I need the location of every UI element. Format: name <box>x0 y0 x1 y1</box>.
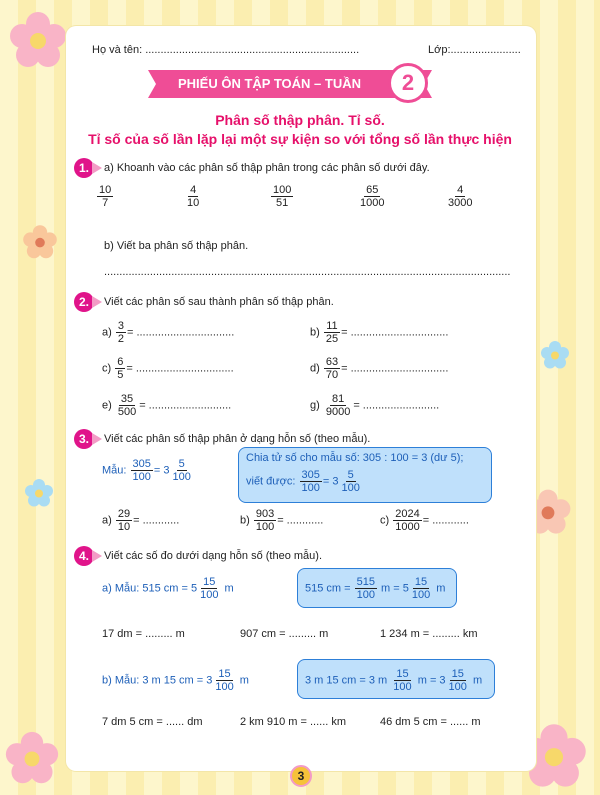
item-label: a) <box>102 514 112 527</box>
answer-blank: = ................................ <box>341 362 449 375</box>
question-1-badge: 1. <box>74 158 94 178</box>
q4-row1-item1[interactable]: 17 dm = ......... m <box>102 628 185 640</box>
flower-icon <box>8 10 68 70</box>
arrow-icon <box>92 433 102 445</box>
denominator: 25 <box>325 333 339 345</box>
denominator: 51 <box>276 197 289 209</box>
q1-a-text: a) Khoanh vào các phân số thập phân trong các phân số dưới đây. <box>104 162 430 174</box>
numerator: 15 <box>203 576 216 588</box>
denominator: 7 <box>102 197 109 209</box>
answer-blank: = ............ <box>277 514 324 527</box>
q3-item-c[interactable] <box>380 508 469 533</box>
denominator: 100 <box>215 681 234 693</box>
example-label: Mẫu: <box>102 464 127 477</box>
denominator: 3000 <box>448 197 473 209</box>
answer-blank: = ............ <box>422 514 469 527</box>
unit: m <box>436 582 446 595</box>
numerator: 4 <box>457 184 464 196</box>
answer-blank: = ................................ <box>126 362 234 375</box>
flower-icon <box>540 340 570 370</box>
denominator: 100 <box>172 471 191 483</box>
numerator: 11 <box>326 320 338 332</box>
numerator: 3 <box>117 320 124 332</box>
class-field[interactable]: Lớp:....................... <box>428 44 521 56</box>
numerator: 15 <box>451 668 464 680</box>
answer-blank: = ............ <box>133 514 180 527</box>
numerator: 305 <box>301 469 320 481</box>
denominator: 10 <box>187 197 200 209</box>
q4-row2-item2[interactable]: 2 km 910 m = ...... km <box>240 716 347 728</box>
q3-item-a[interactable] <box>102 508 179 533</box>
page-subtitle: Tỉ số của số lần lặp lại một sự kiện so với tổng số lần thực hiện <box>88 131 512 147</box>
numerator: 81 <box>331 393 345 405</box>
flower-icon <box>4 730 60 786</box>
numerator: 4 <box>190 184 197 196</box>
denominator: 100 <box>132 471 151 483</box>
q2-item-g[interactable] <box>310 393 439 418</box>
denominator: 100 <box>448 681 467 693</box>
q1-b-answer-line[interactable]: ..................................................................................................................................... <box>104 266 511 278</box>
item-label: c) <box>380 514 390 527</box>
arrow-icon <box>92 296 102 308</box>
numerator: 35 <box>120 393 134 405</box>
q2-text: Viết các phân số sau thành phân số thập phân. <box>104 296 334 308</box>
page-number: 3 <box>290 765 312 787</box>
q4-b-example <box>102 668 249 693</box>
q2-item-a[interactable] <box>102 320 234 345</box>
q1-fraction-4[interactable] <box>357 184 387 209</box>
equals: = 3 <box>322 475 339 488</box>
numerator: 15 <box>218 668 231 680</box>
answer-blank: = ......................... <box>353 399 440 412</box>
box-text: 3 m 15 cm = 3 m <box>305 674 388 687</box>
denominator: 9000 <box>325 406 351 418</box>
numerator: 63 <box>325 356 339 368</box>
answer-blank: = ................................ <box>126 326 235 339</box>
item-label: b) <box>240 514 250 527</box>
banner-text: PHIẾU ÔN TẬP TOÁN – TUẦN <box>178 76 361 91</box>
numerator: 5 <box>178 458 185 470</box>
numerator: 5 <box>347 469 354 481</box>
q3-item-b[interactable] <box>240 508 323 533</box>
denominator: 5 <box>117 369 124 381</box>
denominator: 100 <box>200 589 219 601</box>
item-label: a) <box>102 326 112 339</box>
denominator: 100 <box>356 589 375 601</box>
numerator: 15 <box>414 576 428 588</box>
denominator: 2 <box>117 333 124 345</box>
q4-b-box-content <box>305 668 482 693</box>
q1-fraction-3[interactable] <box>270 184 294 209</box>
box-text: m = 3 <box>417 674 446 687</box>
equals: = 3 <box>153 464 170 477</box>
flower-icon <box>24 478 54 508</box>
q1-fraction-5[interactable] <box>445 184 475 209</box>
denominator: 1000 <box>360 197 385 209</box>
denominator: 100 <box>255 521 275 533</box>
q4-row2-item3[interactable]: 46 dm 5 cm = ...... m <box>380 716 481 728</box>
numerator: 903 <box>255 508 275 520</box>
example-label: a) Mẫu: 515 cm = 5 <box>102 582 198 595</box>
q4-row1-item2[interactable]: 907 cm = ......... m <box>240 628 329 640</box>
denominator: 100 <box>393 681 412 693</box>
numerator: 515 <box>356 576 375 588</box>
denominator: 100 <box>341 482 360 494</box>
numerator: 2024 <box>395 508 420 520</box>
numerator: 6 <box>117 356 124 368</box>
flower-icon <box>22 224 58 260</box>
answer-blank: = ................................ <box>341 326 449 339</box>
unit: m <box>239 674 249 687</box>
q1-b-text: b) Viết ba phân số thập phân. <box>104 240 249 252</box>
box-text: 515 cm = <box>305 582 351 595</box>
unit: m <box>224 582 234 595</box>
example-label: b) Mẫu: 3 m 15 cm = 3 <box>102 674 213 687</box>
numerator: 29 <box>117 508 131 520</box>
q4-a-box-content <box>305 576 445 601</box>
page-title: Phân số thập phân. Tỉ số. <box>215 112 385 128</box>
q2-item-d[interactable] <box>310 356 448 381</box>
arrow-icon <box>92 162 102 174</box>
item-label: e) <box>102 399 112 412</box>
q2-item-b[interactable] <box>310 320 448 345</box>
q1-fraction-2[interactable] <box>184 184 202 209</box>
q3-text: Viết các phân số thập phân ở dạng hỗn số (theo mẫu). <box>104 433 371 445</box>
q4-row1-item3[interactable]: 1 234 m = ......... km <box>380 628 478 640</box>
q2-item-e[interactable] <box>102 393 231 418</box>
item-label: b) <box>310 326 320 339</box>
numerator: 305 <box>132 458 151 470</box>
q4-row2-item1[interactable]: 7 dm 5 cm = ...... dm <box>102 716 203 728</box>
q1-fraction-1[interactable] <box>96 184 114 209</box>
question-2-badge: 2. <box>74 292 94 312</box>
denominator: 70 <box>325 369 339 381</box>
numerator: 10 <box>99 184 112 196</box>
item-label: g) <box>310 399 320 412</box>
denominator: 100 <box>411 589 431 601</box>
question-3-badge: 3. <box>74 429 94 449</box>
item-label: d) <box>310 362 320 375</box>
numerator: 15 <box>396 668 409 680</box>
denominator: 100 <box>301 482 320 494</box>
question-4-badge: 4. <box>74 546 94 566</box>
q4-a-example <box>102 576 234 601</box>
box-text: viết được: <box>246 475 296 488</box>
q3-box-line1: Chia tử số cho mẫu số: 305 : 100 = 3 (dư 5); <box>246 452 464 464</box>
arrow-icon <box>92 550 102 562</box>
denominator: 500 <box>117 406 137 418</box>
numerator: 65 <box>366 184 379 196</box>
denominator: 1000 <box>395 521 420 533</box>
item-label: c) <box>102 362 112 375</box>
q4-text: Viết các số đo dưới dạng hỗn số (theo mẫu). <box>104 550 323 562</box>
answer-blank: = ........................... <box>139 399 232 412</box>
unit: m <box>472 674 483 687</box>
q2-item-c[interactable] <box>102 356 234 381</box>
name-field[interactable]: Họ và tên: ...................................................................... <box>92 44 360 56</box>
week-number: 2 <box>388 63 428 103</box>
q3-example <box>102 458 194 483</box>
q3-box-line2 <box>246 469 363 494</box>
denominator: 10 <box>117 521 131 533</box>
box-text: m = 5 <box>381 582 409 595</box>
numerator: 100 <box>273 184 292 196</box>
